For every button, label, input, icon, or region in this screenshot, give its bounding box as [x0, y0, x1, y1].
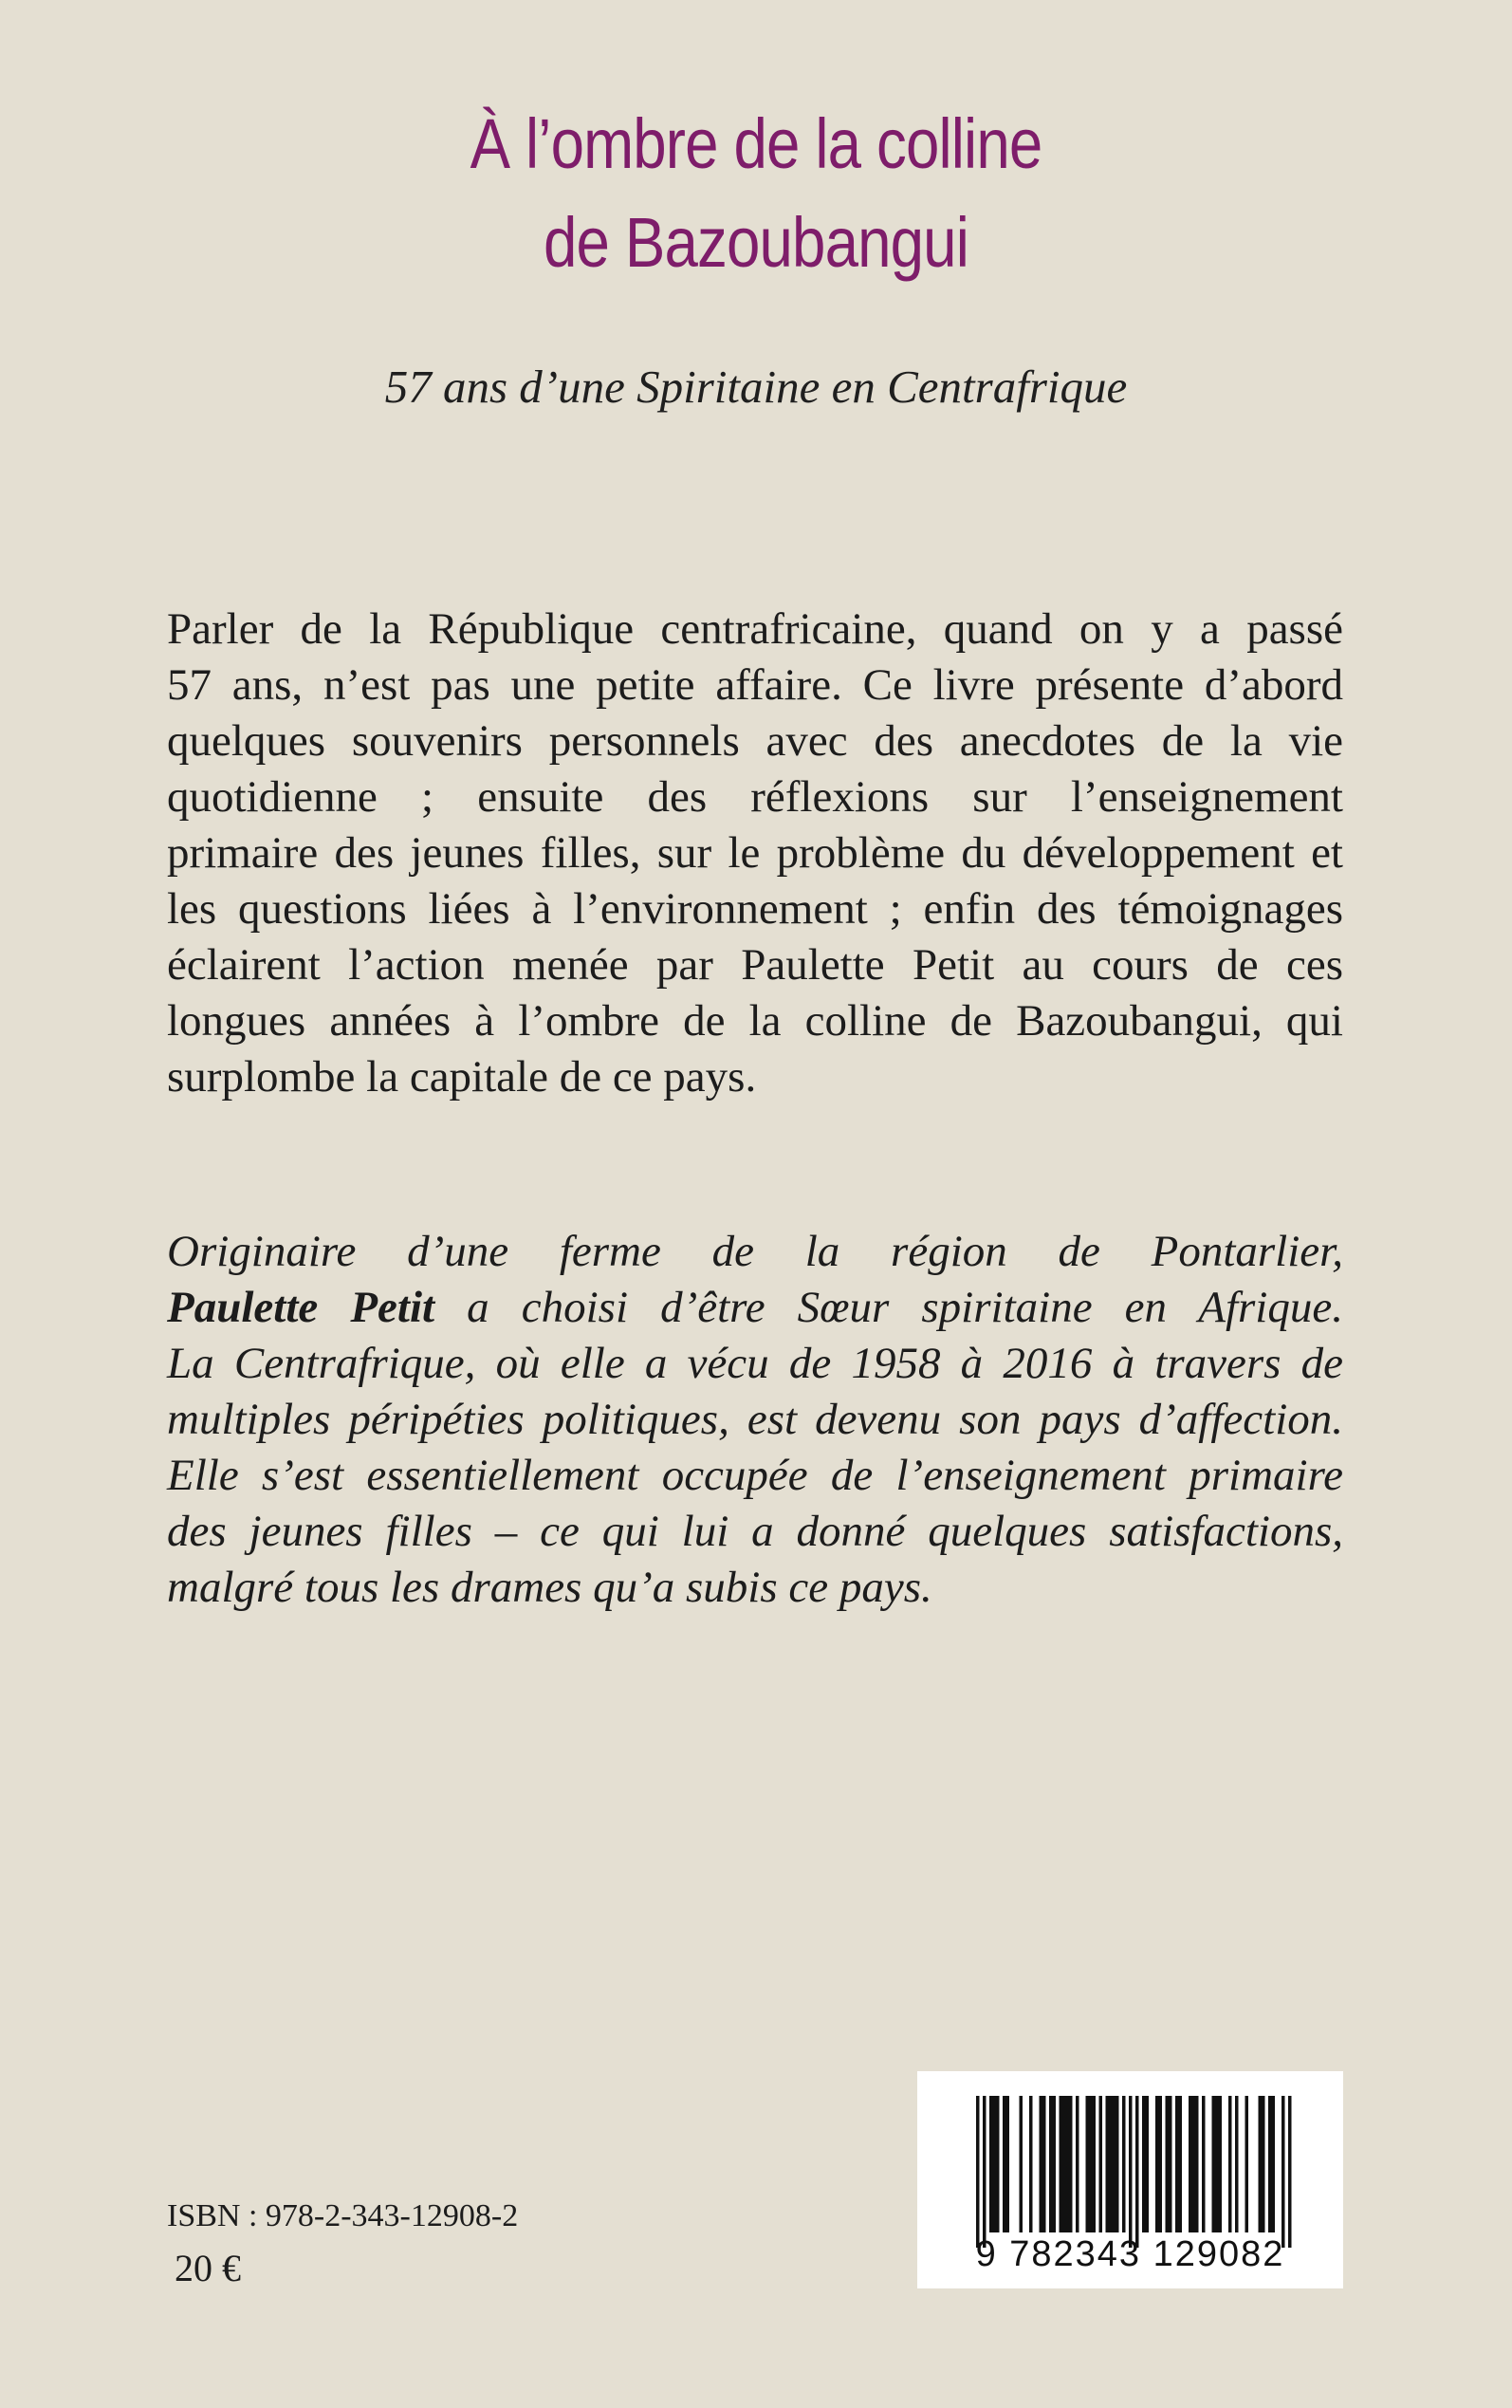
barcode-bar: [996, 2096, 1000, 2232]
barcode-bar: [989, 2096, 993, 2232]
book-subtitle: 57 ans d’une Spiritaine en Centrafrique: [384, 361, 1128, 413]
barcode-bar: [1042, 2096, 1046, 2232]
description-line: 57 ans, n’est pas une petite affaire. Ce livre présente d’abord: [167, 660, 1343, 710]
barcode-bar: [1235, 2096, 1239, 2232]
barcode-bar: [1228, 2096, 1232, 2232]
barcode-bar: [1282, 2096, 1285, 2248]
barcode-bar: [1245, 2096, 1249, 2232]
barcode-bar: [1129, 2096, 1133, 2248]
barcode-bar: [993, 2096, 997, 2232]
barcode-bar: [1003, 2096, 1006, 2232]
barcode-bar: [976, 2096, 980, 2248]
bio-line-rest: a choisi d’être Sœur spiritaine en Afrique.: [434, 1283, 1343, 1332]
barcode-bar: [1155, 2096, 1159, 2232]
description-line: éclairent l’action menée par Paulette Petit au cours de ces: [167, 940, 1343, 990]
barcode-bar: [1262, 2096, 1265, 2232]
description-line: les questions liées à l’environnement ; enfin des témoignages: [167, 884, 1343, 934]
barcode-bar: [1272, 2096, 1276, 2232]
barcode-bar: [1212, 2096, 1216, 2232]
barcode-bar: [1040, 2096, 1043, 2232]
barcode-bar: [1175, 2096, 1179, 2232]
barcode-bar: [1099, 2096, 1103, 2232]
barcode-bar: [1159, 2096, 1163, 2232]
barcode-bar: [1006, 2096, 1010, 2232]
barcode-bar: [1113, 2096, 1116, 2232]
barcode-bar: [1069, 2096, 1073, 2232]
barcode-bar: [983, 2096, 986, 2248]
barcode-bar: [1122, 2096, 1126, 2232]
isbn-label: ISBN : 978-2-343-12908-2: [167, 2198, 519, 2233]
barcode-bar: [1093, 2096, 1097, 2232]
barcode-bar: [1076, 2096, 1079, 2232]
barcode-bar: [1189, 2096, 1192, 2232]
barcode-bar: [1288, 2096, 1292, 2248]
barcode-bar: [1195, 2096, 1199, 2232]
price-label: 20 €: [175, 2247, 241, 2289]
author-name: Paulette Petit: [167, 1283, 435, 1332]
bio-line: La Centrafrique, où elle a vécu de 1958 à 2016 à travers de: [167, 1339, 1343, 1388]
barcode-bar: [1166, 2096, 1170, 2232]
book-description: [167, 602, 1343, 1105]
description-line: Parler de la République centrafricaine, quand on y a passé: [167, 604, 1343, 654]
title-line-2: de Bazoubangui: [543, 203, 968, 282]
description-line: quelques souvenirs personnels avec des anecdotes de la vie: [167, 716, 1343, 766]
description-line: longues années à l’ombre de la colline de Bazoubangui, qui: [167, 996, 1343, 1046]
barcode-bar: [1086, 2096, 1090, 2232]
barcode-bar: [1169, 2096, 1172, 2232]
title-line-1: À l’ombre de la colline: [470, 104, 1042, 183]
barcode-bar: [1219, 2096, 1223, 2232]
barcode-bar: [1109, 2096, 1113, 2232]
bio-line: multiples péripéties politiques, est devenu son pays d’affection.: [167, 1395, 1343, 1444]
barcode-bar: [1116, 2096, 1119, 2232]
bio-line: Originaire d’une ferme de la région de Pontarlier,: [167, 1227, 1343, 1276]
author-bio: [167, 1224, 1343, 1616]
barcode: [917, 2071, 1343, 2288]
bio-line: [167, 1280, 1343, 1336]
barcode-bar: [1259, 2096, 1263, 2232]
barcode-bar: [1179, 2096, 1183, 2232]
barcode-bar: [1215, 2096, 1219, 2232]
book-title: [106, 95, 1407, 292]
barcode-bar: [1142, 2096, 1146, 2232]
bio-line: malgré tous les drames qu’a subis ce pays.: [167, 1563, 932, 1612]
barcode-bar: [1146, 2096, 1150, 2232]
description-line: surplombe la capitale de ce pays.: [167, 1052, 757, 1102]
barcode-bar: [1029, 2096, 1033, 2232]
bio-line: des jeunes filles – ce qui lui a donné quelques satisfactions,: [167, 1507, 1343, 1556]
barcode-bar: [1135, 2096, 1139, 2248]
barcode-bar: [1049, 2096, 1053, 2232]
barcode-bar: [1020, 2096, 1023, 2232]
barcode-bar: [1066, 2096, 1070, 2232]
barcode-bar: [1268, 2096, 1272, 2232]
description-line: primaire des jeunes filles, sur le problème du développement et: [167, 828, 1343, 878]
barcode-bar: [1106, 2096, 1110, 2232]
barcode-bar: [1053, 2096, 1057, 2232]
barcode-digits: 9 782343 129082: [975, 2234, 1285, 2274]
description-line: quotidienne ; ensuite des réflexions sur l’enseignement: [167, 772, 1343, 822]
barcode-bar: [1062, 2096, 1066, 2232]
bio-line: Elle s’est essentiellement occupée de l’enseignement primaire: [167, 1451, 1343, 1500]
barcode-bar: [1202, 2096, 1206, 2232]
barcode-bar: [1089, 2096, 1093, 2232]
barcode-bar: [1060, 2096, 1063, 2232]
barcode-bar: [1192, 2096, 1196, 2232]
